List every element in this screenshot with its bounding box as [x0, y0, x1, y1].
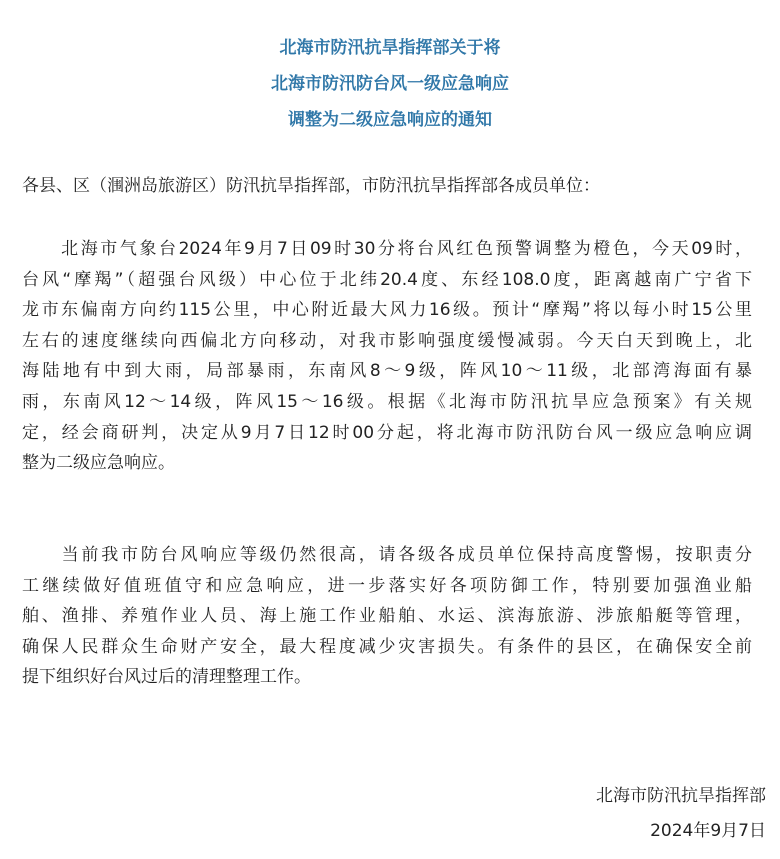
addressee: 各县、区（涠洲岛旅游区）防汛抗旱指挥部，市防汛抗旱指挥部各成员单位：	[22, 176, 600, 196]
paragraph-line: 提下组织好台风过后的清理整理工作。	[22, 667, 311, 688]
paragraph-line: 工继续做好值班值守和应急响应，进一步落实好各项防御工作，特别要加强渔业船	[22, 575, 752, 596]
paragraph-line: 北海市气象台2024年9月7日09时30分将台风红色预警调整为橙色，今天09时，	[22, 239, 752, 259]
signature-organization: 北海市防汛抗旱指挥部	[596, 786, 766, 806]
title-line-2: 北海市防汛防台风一级应急响应	[271, 74, 509, 94]
body-paragraph-2	[22, 540, 752, 693]
signature-date: 2024年9月7日	[650, 821, 766, 841]
paragraph-line: 确保人民群众生命财产安全，最大程度减少灾害损失。有条件的县区，在确保安全前	[22, 636, 752, 657]
paragraph-line: 海陆地有中到大雨，局部暴雨，东南风8～9级，阵风10～11级，北部湾海面有暴	[22, 361, 752, 382]
paragraph-line: 整为二级应急响应。	[22, 453, 175, 474]
paragraph-line: 雨，东南风12～14级，阵风15～16级。根据《北海市防汛抗旱应急预案》有关规	[22, 391, 752, 412]
paragraph-line: 定，经会商研判，决定从9月7日12时00分起，将北海市防汛防台风一级应急响应调	[22, 422, 752, 443]
paragraph-line: 左右的速度继续向西偏北方向移动，对我市影响强度缓慢减弱。今天白天到晚上，北	[22, 330, 752, 351]
paragraph-line: 当前我市防台风响应等级仍然很高，请各级各成员单位保持高度警惕，按职责分	[22, 545, 752, 565]
body-paragraph-1	[22, 234, 752, 479]
paragraph-line: 龙市东偏南方向约115公里，中心附近最大风力16级。预计“摩羯”将以每小时15公里	[22, 300, 752, 321]
paragraph-line: 舶、渔排、养殖作业人员、海上施工作业船舶、水运、滨海旅游、涉旅船艇等管理，	[22, 606, 752, 627]
title-line-3: 调整为二级应急响应的通知	[288, 110, 492, 130]
title-line-1: 北海市防汛抗旱指挥部关于将	[279, 38, 501, 58]
paragraph-line: 台风“摩羯”（超强台风级）中心位于北纬20.4度、东经108.0度，距离越南广宁省下	[22, 269, 752, 290]
notice-title	[0, 30, 780, 138]
